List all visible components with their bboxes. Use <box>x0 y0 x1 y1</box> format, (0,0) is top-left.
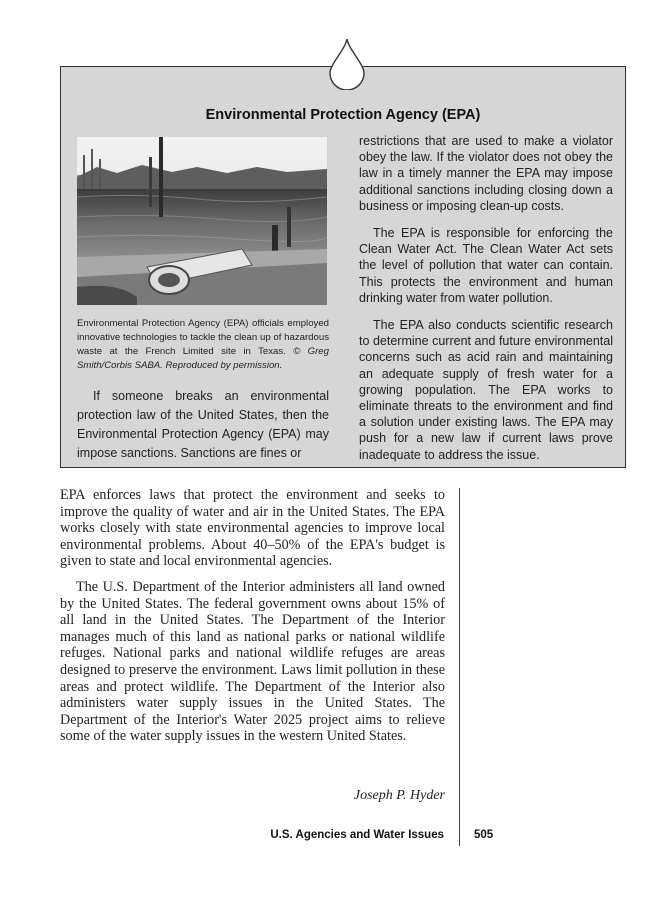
sidebar-right-column <box>359 133 613 474</box>
sidebar-paragraph: restrictions that are used to make a violator obey the law. If the violator does not obey the law in a timely manner the EPA may impose additional sanctions including closing down a business or imposing clean-up costs. <box>359 134 613 213</box>
sidebar-box <box>60 66 626 468</box>
sidebar-paragraph: The EPA also conducts scientific research to determine current and future environmental concerns such as acid rain and maintaining an adequate supply of fresh water for a growing population. The EPA works to eliminate threats to the environment and find a solution under existing laws. The EPA may push for a new law if current laws prove inadequate to address the issue. <box>359 318 613 462</box>
body-paragraph: EPA enforces laws that protect the environment and seeks to improve the quality of water and air in the United States. The EPA works closely with state environmental agencies to improve local environmental problems. About 40–50% of the EPA's budget is given to state and local environmental agencies. <box>60 487 445 570</box>
water-drop-icon <box>328 38 366 90</box>
main-body <box>60 487 445 754</box>
column-divider <box>459 488 460 846</box>
page-number: 505 <box>474 829 494 841</box>
author-name: Joseph P. Hyder <box>353 788 445 803</box>
body-paragraph: The U.S. Department of the Interior administers all land owned by the United States. The federal government owns about 15% of all land in the United States. The Department of the Interior manages much of this land as national parks or national wildlife refuges. National parks and national wildlife refuges are areas designed to preserve the environment. Laws limit pollution in these areas and protect wildlife. The Department of the Interior also administers water supply issues in the United States. The Department of the Interior's Water 2025 project aims to relieve some of the water supply issues in the western United States. <box>60 578 445 745</box>
caption-text: Environmental Protection Agency (EPA) officials employed innovative technologies to tackle the clean up of hazardous waste at the French Limited site in Texas. <box>77 318 329 357</box>
photo-credit: © Greg Smith/Corbis SABA. Reproduced by permission. <box>77 346 329 371</box>
sidebar-photo <box>77 137 327 305</box>
sidebar-left-paragraph: If someone breaks an environmental protection law of the United States, then the Environmental Protection Agency (EPA) may impose sanctions. Sanctions are fines or <box>77 389 329 460</box>
sidebar-paragraph: The EPA is responsible for enforcing the Clean Water Act. The Clean Water Act sets the level of pollution that water can contain. This protects the environment and human drinking water from water pollution. <box>359 226 613 305</box>
sidebar-title: Environmental Protection Agency (EPA) <box>205 107 481 123</box>
photo-caption <box>77 317 329 373</box>
running-footer-title: U.S. Agencies and Water Issues <box>270 829 444 841</box>
